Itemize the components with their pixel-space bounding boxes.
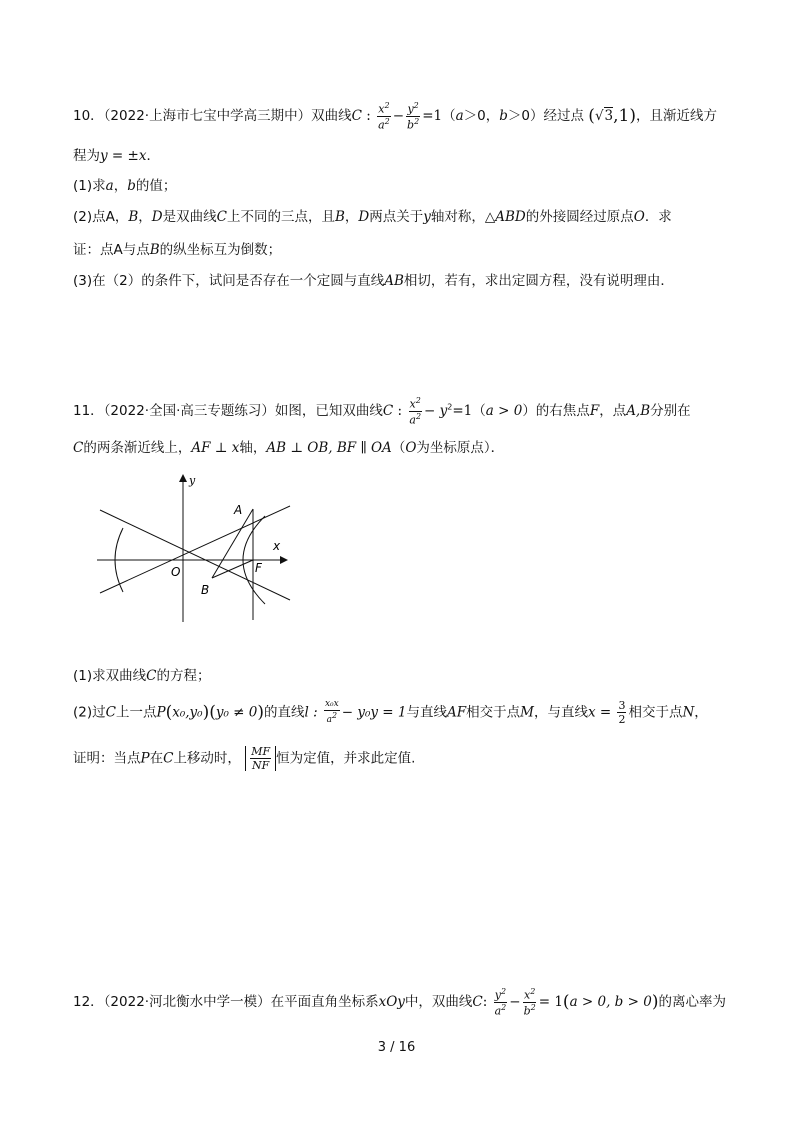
q12-number: 12． <box>73 994 104 1011</box>
math-a: a <box>105 178 114 194</box>
q10-cond: b <box>499 108 508 125</box>
line-AB <box>212 509 253 578</box>
q10-text: ，且渐近线方 <box>636 108 717 125</box>
math-b: b <box>127 178 136 194</box>
math-asym: y = ±x <box>100 148 147 164</box>
frac-x0x-a2: $\frac{\text{x₀x}}{a^2}$ <box>324 699 339 725</box>
q11-source: （2022·全国·高三专题练习） <box>103 403 275 420</box>
paren: ( <box>588 106 595 127</box>
q11-number: 11． <box>73 403 104 420</box>
q10-text: 双曲线 <box>311 108 352 125</box>
label-x: x <box>273 539 281 553</box>
q10-cond: a <box>455 108 464 125</box>
q10-line-1 <box>73 102 717 130</box>
q12-source: （2022·河北衡水中学一模） <box>103 994 271 1011</box>
q12-line-1: 12．（2022·河北衡水中学一模）在平面直角坐标系xOy中，双曲线C: $\frac{y^2}{a^2}$ − $\frac{x^2}{b^2}$ = 1(a > 0, b > 0)的离心率为 <box>73 987 726 1018</box>
frac-y2-a2: $\frac{y^2}{a^2}$ <box>494 987 507 1018</box>
q11-line-1: 11．（2022·全国·高三专题练习）如图，已知双曲线C : $\frac{x^2}{a^2}$ − $y^2=1(a > 0)$的右焦点F，点A,B分别在 <box>73 396 691 427</box>
q10-text: （ <box>442 108 456 125</box>
q10-text: 程为 <box>73 148 100 164</box>
line-BF <box>212 560 253 578</box>
frac-y2-b2: $\frac{y^2}{b^2}$ <box>407 101 420 132</box>
q10-part-2: (2)点A，B，D是双曲线C上不同的三点，且B，D两点关于y轴对称，△ABD的外接圆经过原点O．求 <box>73 209 672 225</box>
frac-x2-a2: $\frac{x^2}{a^2}$ <box>378 101 390 132</box>
label-F: F <box>255 561 262 575</box>
label-y: y <box>189 474 196 487</box>
q10-part-2-cont: 证：点A与点B的纵坐标互为倒数； <box>73 242 282 258</box>
sqrt3: √3 <box>594 108 614 125</box>
frac-x2-a2: $\frac{x^2}{a^2}$ <box>409 396 422 427</box>
minus: − <box>392 108 405 125</box>
q11-part-2-cont: 证明：当点P在C上移动时， $\frac{MF}{NF}$ 恒为定值，并求此定值. <box>73 745 416 772</box>
q10-part-1: (1)求a，b的值； <box>73 178 177 194</box>
abs-ratio: $\frac{MF}{NF}$ <box>245 746 276 771</box>
page-number: 3 / 16 <box>377 1040 416 1055</box>
label-A: A <box>234 503 243 517</box>
label-B: B <box>201 583 210 597</box>
q11-line-2: C的两条渐近线上，AF ⊥ x轴，AB ⊥ OB, BF ∥ OA（O为坐标原点）． <box>73 440 505 456</box>
hyperbola-figure <box>95 470 295 625</box>
eq: =1 <box>422 108 443 125</box>
frac-3-2: $\frac{3}{2}$ <box>618 699 626 726</box>
label-O: O <box>171 565 181 579</box>
q10-cond: ＞0， <box>463 108 500 125</box>
colon: : <box>361 108 371 125</box>
q10-text: ． <box>146 148 160 164</box>
q11-part-1: (1)求双曲线C的方程； <box>73 668 211 684</box>
q10-cond: ＞0）经过点 <box>507 108 584 125</box>
q11-part-2: (2)过C上一点P(x₀,y₀)(y₀ ≠ 0)的直线l : $\frac{\text{x₀x}}{a^2}$ − y₀y = 1与直线AF相交于点M，与直线x = $\frac{3}{2}$ 相交于点N， <box>73 699 708 726</box>
math-C: C <box>351 108 362 125</box>
q10-source: （2022·上海市七宝中学高三期中） <box>103 108 312 125</box>
paren: ,1) <box>613 106 636 127</box>
q10-number: 10． <box>73 108 104 125</box>
frac-x2-b2: $\frac{x^2}{b^2}$ <box>523 987 536 1018</box>
q10-part-3: (3)在（2）的条件下，试问是否存在一个定圆与直线AB相切，若有，求出定圆方程，没有说明理由． <box>73 273 674 289</box>
asymptote-2 <box>100 510 290 600</box>
q10-line-2 <box>73 144 160 164</box>
